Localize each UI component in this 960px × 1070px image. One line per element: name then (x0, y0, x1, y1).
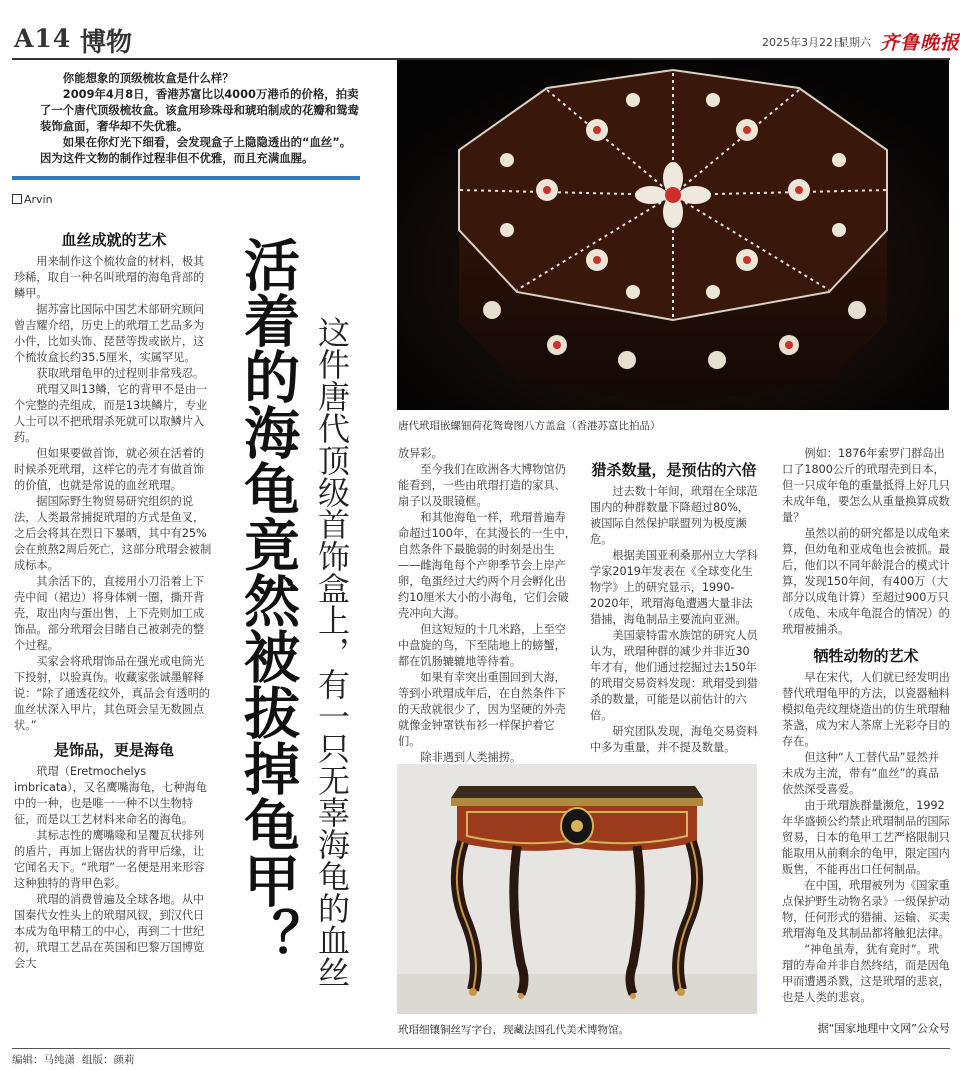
intro-paragraph-1: 2009年4月8日，香港苏富比以4000万港币的价格，拍卖了一个唐代顶级梳妆盒。该盒用珍珠母和琥珀制成的花瓣和鸳鸯装饰盒面，奢华却不失优雅。 (40, 87, 359, 133)
footer-editor: 编辑：马纯潇 (12, 1054, 75, 1066)
section-title: 博物 (80, 28, 133, 58)
paragraph: 至今我们在欧洲各大博物馆仍能看到，一些由玳瑁打造的家具、扇子以及眼镜框。 (398, 463, 566, 508)
author-byline (12, 193, 53, 206)
paragraph: 早在宋代，人们就已经发明出替代玳瑁龟甲的方法，以瓷器釉料模拟龟壳纹理烧造出的仿生玳瑁釉茶盏，成为宋人茶席上光彩夺目的存在。 (782, 671, 950, 748)
photo-octagonal-box (397, 60, 949, 410)
subheading-ornament-turtle: 是饰品，更是海龟 (53, 741, 174, 759)
paragraph: 过去数十年间，玳瑁在全球范围内的种群数量下降超过80%，被国际自然保护联盟列为极度濒危。 (590, 485, 758, 546)
paragraph: 如果有幸突出重围回到大海，等到小玳瑁成年后，在自然条件下的天敌就很少了，因为坚硬的外壳就像金钟罩铁布衫一样保护着它们。 (398, 671, 566, 748)
byline-box-icon (12, 194, 22, 204)
paragraph: 由于玳瑁族群量濒危，1992年华盛顿公约禁止玳瑁制品的国际贸易，日本的龟甲工艺严格限制只能取用从前剩余的龟甲，限定国内贩售，不能再出口任何制品。 (782, 799, 950, 876)
issue-date: 2025年3月22日 (762, 36, 844, 49)
paragraph: 玳瑁的消费曾遍及全球各地。从中国秦代女性头上的玳瑁风钗，到汉代日本成为龟甲精工的中心，再到二十世纪初，玳瑁工艺品在英国和巴黎万国博览会大 (14, 893, 205, 970)
paragraph: 除非遇到人类捕捞。 (420, 751, 522, 764)
paragraph: 放异彩。 (398, 447, 443, 460)
author-name: Arvin (24, 193, 53, 206)
photo-caption-box: 唐代玳瑁嵌螺钿荷花鸳鸯图八方盖盒（香港苏富比拍品） (398, 420, 661, 432)
paragraph: 但这种“人工替代品”显然并未成为主流，带有“血丝”的真品依然深受喜爱。 (782, 751, 940, 796)
paragraph: 用来制作这个梳妆盒的材料，极其珍稀，取自一种名叫玳瑁的海龟背部的鳞甲。 (14, 255, 205, 300)
paragraph: 根据美国亚利桑那州立大学科学家2019年发表在《全球变化生物学》上的研究显示，1990-2020年，玳瑁海龟遭遇大量非法猎捕，海龟制品主要流向亚洲。 (590, 549, 758, 626)
issue-weekday: 星期六 (838, 36, 871, 49)
paragraph: 例如：1876年索罗门群岛出口了1800公斤的玳瑁壳到日本，但一只成年龟的重量抵得上好几只未成年龟，要怎么从重量换算成数量？ (782, 447, 950, 524)
octagonal-box-illustration (397, 60, 949, 410)
page-number: A14 (14, 24, 72, 53)
paragraph: 美国蒙特雷水族馆的研究人员认为，玳瑁种群的减少并非近30年才有，他们通过挖掘过去150年的玳瑁交易资料发现：玳瑁受到猎杀的数量，可能是以前估计的六倍。 (590, 629, 758, 722)
paragraph: 获取玳瑁龟甲的过程则非常残忍。 (36, 367, 205, 380)
subheading-sacrifice-art: 牺牲动物的艺术 (813, 647, 919, 665)
article-column-1 (14, 232, 214, 972)
paragraph: 但这短短的十几米路，上至空中盘旋的鸟，下至陆地上的螃蟹，都在饥肠辘辘地等待着。 (398, 623, 566, 668)
paragraph: “神龟虽寿，犹有竟时”。玳瑁的寿命并非自然终结，而是因龟甲而遭遇杀戮，这是玳瑁的悲哀，也是人类的悲哀。 (782, 943, 950, 1004)
intro-question: 你能想象的顶级梳妆盒是什么样？ (62, 71, 234, 85)
paragraph: 据苏富比国际中国艺术部研究顾问曾吉耀介绍，历史上的玳瑁工艺品多为小件，比如头饰、琵琶等拨或嵌片，这个梳妆盒长约35.5厘米，实属罕见。 (14, 303, 205, 364)
paragraph: 和其他海龟一样，玳瑁普遍寿命超过100年，在其漫长的一生中，自然条件下最脆弱的时刻是出生——雌海龟每个产卵季节会上岸产卵，龟蛋经过大约两个月会孵化出约10厘米大小的小海龟，它们会破壳冲向大海。 (398, 511, 576, 620)
paragraph: 其余活下的，直接用小刀沿着上下壳中间（裙边）将身体剜一圈，撕开背壳，取出肉与蛋出售，上下壳则加工成饰品。部分玳瑁会目睹自己被剥壳的整个过程。 (14, 575, 205, 652)
footer-rule (12, 1048, 950, 1049)
main-headline: 活着的海龟竟然被拔掉龟甲？ (235, 236, 301, 964)
paragraph: 玳瑁（Eretmochelys imbricata），又名鹰嘴海龟，七种海龟中的一种，也是唯一一种不以生物特征，而是以工艺材料来命名的海龟。 (14, 765, 207, 826)
paragraph: 其标志性的鹰嘴喙和呈覆瓦状排列的盾片，再加上锯齿状的背甲后缘，让它闻名天下。“玳瑁”一名便是用来形容这种独特的背甲色彩。 (14, 829, 205, 890)
subheading-hunt-count: 猎杀数量，是预估的六倍 (591, 461, 757, 479)
photo-writing-table (397, 764, 757, 1014)
subheading-blood-art: 血丝成就的艺术 (61, 231, 167, 249)
paragraph: 虽然以前的研究都是以成龟来算，但幼龟和亚成龟也会被抓。最后，他们以不同年龄混合的模式计算，发现150年间，有400万（大部分以成龟计算）至超过900万只（成龟、未成年龟混合的情况）的玳瑁被捕杀。 (782, 527, 950, 636)
article-column-3 (590, 462, 758, 756)
paragraph: 但如果要做首饰，就必须在活着的时候杀死玳瑁，这样它的壳才有做首饰的价值，也就是常说的血丝玳瑁。 (14, 447, 205, 492)
masthead-logo: 齐鲁晚报 (880, 32, 960, 54)
sub-headline: 这件唐代顶级首饰盒上，有一只无辜海龟的血丝 (313, 316, 351, 988)
paragraph: 在中国，玳瑁被列为《国家重点保护野生动物名录》一级保护动物，任何形式的猎捕、运输、买卖玳瑁海龟及其制品都将触犯法律。 (782, 879, 950, 940)
article-column-4 (782, 446, 950, 1006)
intro-paragraph-2: 如果在你灯光下细看，会发现盒子上隐隐透出的“血丝”。因为这件文物的制作过程非但不优雅，而且充满血腥。 (40, 135, 352, 165)
paragraph: 据国际野生物贸易研究组织的说法，人类最常捕捉玳瑁的方式是鱼叉，之后会将其在烈日下暴晒，其中有25%会在煎熬2周后死亡，这部分玳瑁会被制成标本。 (14, 495, 212, 572)
article-column-2 (398, 446, 576, 766)
photo-caption-table: 玳瑁细镶铜丝写字台，现藏法国孔代美术博物馆。 (398, 1024, 629, 1036)
paragraph: 买家会将玳瑁饰品在强光或电筒光下投射，以验真伪。收藏家张诚墨解释说：“除了通透花纹外，真品会有透明的血丝状深入甲片，其色斑会呈无数圆点状。” (14, 655, 210, 732)
footer-layout: 组版：颜莉 (82, 1054, 135, 1066)
intro-divider (12, 176, 360, 180)
writing-table-illustration (397, 764, 757, 1014)
article-source: 据“国家地理中文网”公众号 (817, 1022, 950, 1035)
paragraph: 研究团队发现，海龟交易资料中多为重量，并不提及数量。 (590, 725, 758, 754)
intro-block (40, 70, 360, 166)
paragraph: 玳瑁又叫13鳞，它的背甲不是由一个完整的壳组成，而是13块鳞片，专业人士可以不把玳瑁杀死就可以取鳞片入药。 (14, 383, 208, 444)
